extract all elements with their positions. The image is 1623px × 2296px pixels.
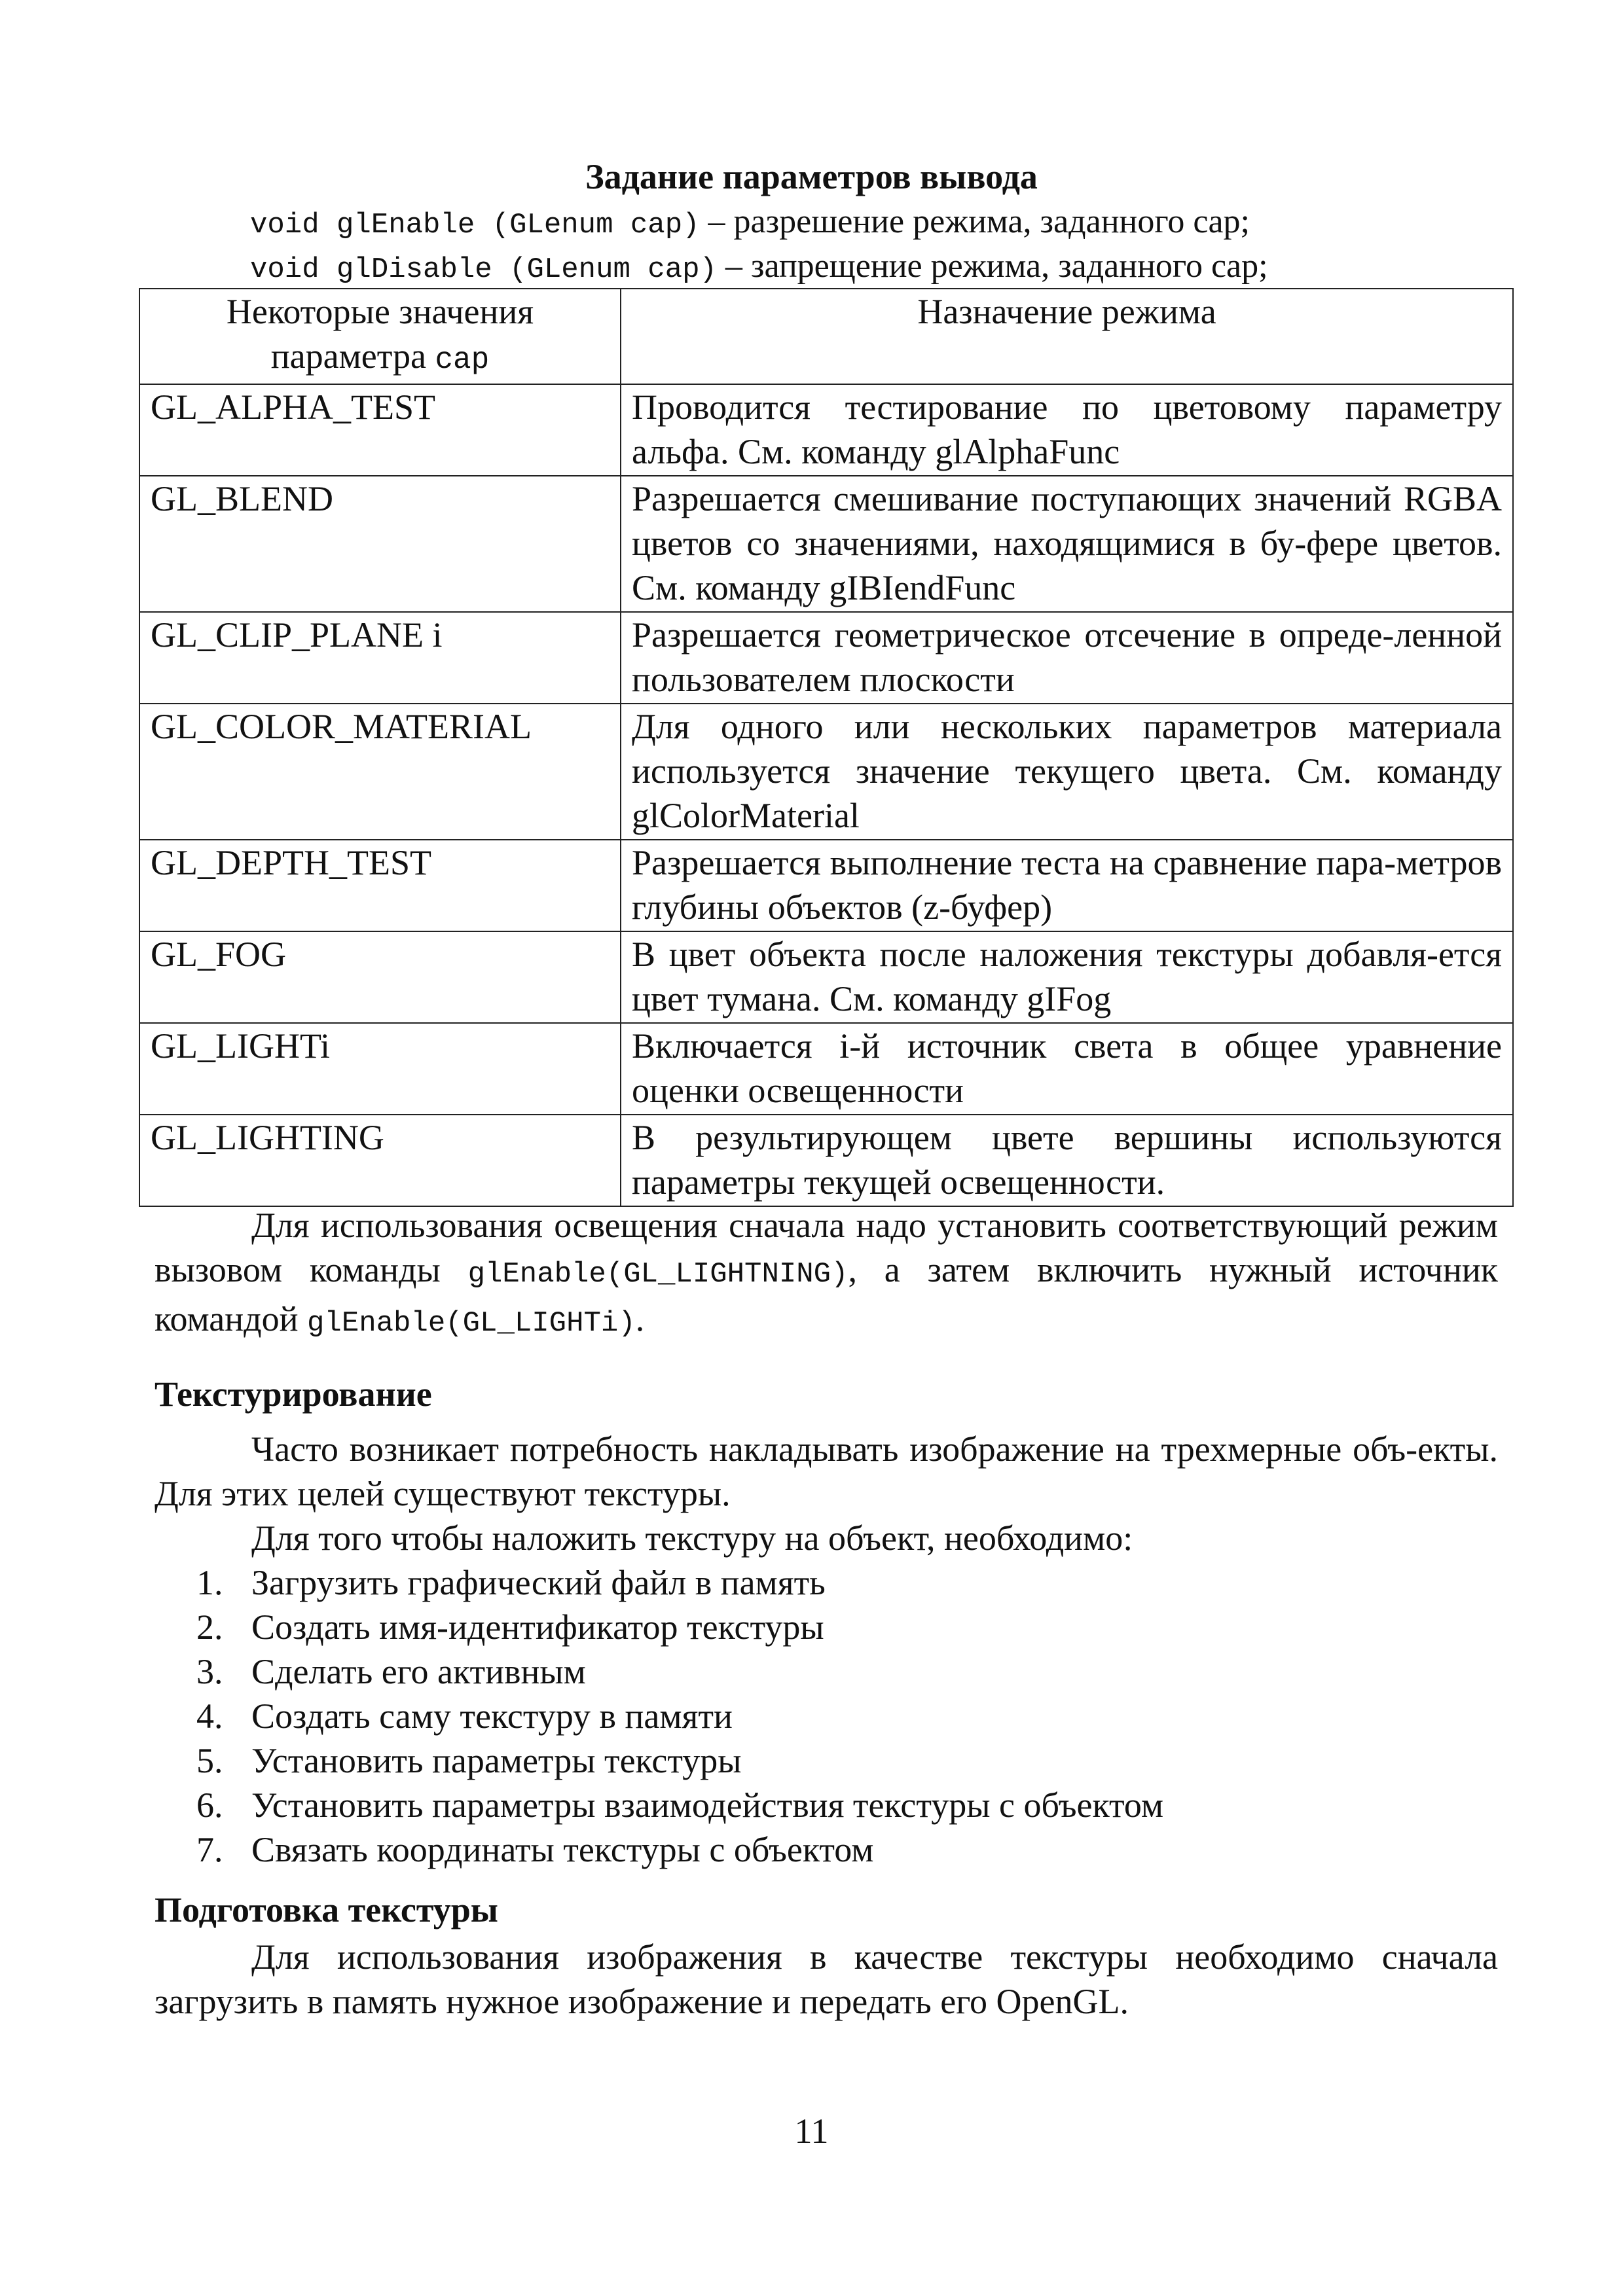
- desc-cell: Для одного или нескольких параметров материала используется значение текущего цвета. См. команду glColorMaterial: [621, 704, 1513, 840]
- table-header-row: [139, 289, 1513, 384]
- modes-table: [139, 288, 1514, 1207]
- step-number: 5.: [196, 1741, 223, 1780]
- list-item: [155, 1560, 1163, 1605]
- header-param-cell: [139, 289, 621, 384]
- list-item: [155, 1738, 1163, 1783]
- param-cell: GL_CLIP_PLANE i: [139, 612, 621, 704]
- texturing-steps-list: [155, 1560, 1163, 1872]
- table-row: [139, 1115, 1513, 1206]
- texturing-intro: [155, 1516, 1498, 1560]
- desc-cell: Проводится тестирование по цветовому параметру альфа. См. команду glAlphaFunc: [621, 384, 1513, 476]
- preparation-paragraph-text: Для использования изображения в качестве текстуры необходимо сначала загрузить в память нужное изображение и передать его OpenGL.: [155, 1937, 1498, 2021]
- preparation-heading: Подготовка текстуры: [155, 1890, 498, 1929]
- param-cell: GL_ALPHA_TEST: [139, 384, 621, 476]
- list-item: [155, 1827, 1163, 1872]
- list-item: [155, 1605, 1163, 1649]
- section-title: Задание параметров вывода: [585, 157, 1038, 196]
- gldisable-description: – запрещение режима, заданного cap;: [716, 247, 1268, 285]
- table-row: [139, 476, 1513, 612]
- gldisable-declaration: [250, 245, 1268, 291]
- lighting-paragraph: [155, 1203, 1498, 1346]
- desc-cell: Разрешается геометрическое отсечение в опреде-ленной пользователем плоскости: [621, 612, 1513, 704]
- step-number: 2.: [196, 1607, 223, 1647]
- step-number: 1.: [196, 1563, 223, 1602]
- param-cell: GL_COLOR_MATERIAL: [139, 704, 621, 840]
- texturing-paragraph-text: Часто возникает потребность накладывать изображение на трехмерные объ-екты. Для этих целей существуют текстуры.: [155, 1429, 1498, 1513]
- gldisable-code: void glDisable (GLenum cap): [250, 253, 717, 286]
- desc-cell: В результирующем цвете вершины используются параметры текущей освещенности.: [621, 1115, 1513, 1206]
- step-number: 7.: [196, 1830, 223, 1869]
- step-text: Установить параметры взаимодействия текстуры с объектом: [251, 1785, 1164, 1825]
- param-cell: GL_LIGHTi: [139, 1023, 621, 1115]
- desc-cell: Разрешается выполнение теста на сравнение пара-метров глубины объектов (z-буфер): [621, 840, 1513, 931]
- table-row: [139, 612, 1513, 704]
- step-text: Создать имя-идентификатор текстуры: [251, 1607, 824, 1647]
- lighting-code-1: glEnable(GL_LIGHTNING): [467, 1258, 848, 1291]
- table-row: [139, 840, 1513, 931]
- table-row: [139, 931, 1513, 1023]
- list-item: [155, 1783, 1163, 1827]
- param-cell: GL_BLEND: [139, 476, 621, 612]
- header-purpose-cell: Назначение режима: [621, 289, 1513, 384]
- desc-cell: Включается i-й источник света в общее уравнение оценки освещенности: [621, 1023, 1513, 1115]
- table-row: [139, 704, 1513, 840]
- preparation-paragraph: [155, 1935, 1498, 2024]
- step-number: 3.: [196, 1652, 223, 1691]
- step-text: Сделать его активным: [251, 1652, 586, 1691]
- list-item: [155, 1649, 1163, 1694]
- table-row: [139, 384, 1513, 476]
- lighting-code-2: glEnable(GL_LIGHTi): [307, 1307, 636, 1340]
- texturing-intro-text: Для того чтобы наложить текстуру на объект, необходимо:: [251, 1518, 1133, 1558]
- param-cell: GL_DEPTH_TEST: [139, 840, 621, 931]
- header-param-label: Некоторые значения параметра: [226, 292, 534, 376]
- step-text: Загрузить графический файл в память: [251, 1563, 826, 1602]
- step-text: Связать координаты текстуры с объектом: [251, 1830, 874, 1869]
- lighting-text-2: , а затем включить нужный источник командой: [155, 1250, 1498, 1338]
- glenable-description: – разрешение режима, заданного cap;: [699, 203, 1250, 240]
- desc-cell: Разрешается смешивание поступающих значений RGBA цветов со значениями, находящимися в бу-фере цветов. См. команду gIBIendFunc: [621, 476, 1513, 612]
- glenable-declaration: [250, 200, 1250, 247]
- desc-cell: В цвет объекта после наложения текстуры добавля-ется цвет тумана. См. команду gIFog: [621, 931, 1513, 1023]
- header-param-code: cap: [435, 343, 490, 377]
- table-row: [139, 1023, 1513, 1115]
- texturing-paragraph: [155, 1427, 1498, 1516]
- lighting-text-3: .: [635, 1299, 645, 1338]
- param-cell: GL_LIGHTING: [139, 1115, 621, 1206]
- glenable-code: void glEnable (GLenum cap): [250, 209, 700, 242]
- list-item: [155, 1694, 1163, 1738]
- step-number: 4.: [196, 1696, 223, 1736]
- lighting-text-1: Для использования освещения сначала надо установить соответствующий режим вызовом команды: [155, 1206, 1498, 1289]
- param-cell: GL_FOG: [139, 931, 621, 1023]
- step-text: Создать саму текстуру в памяти: [251, 1696, 733, 1736]
- step-text: Установить параметры текстуры: [251, 1741, 742, 1780]
- step-number: 6.: [196, 1785, 223, 1825]
- page-number: 11: [794, 2111, 829, 2151]
- texturing-heading: Текстурирование: [155, 1374, 432, 1414]
